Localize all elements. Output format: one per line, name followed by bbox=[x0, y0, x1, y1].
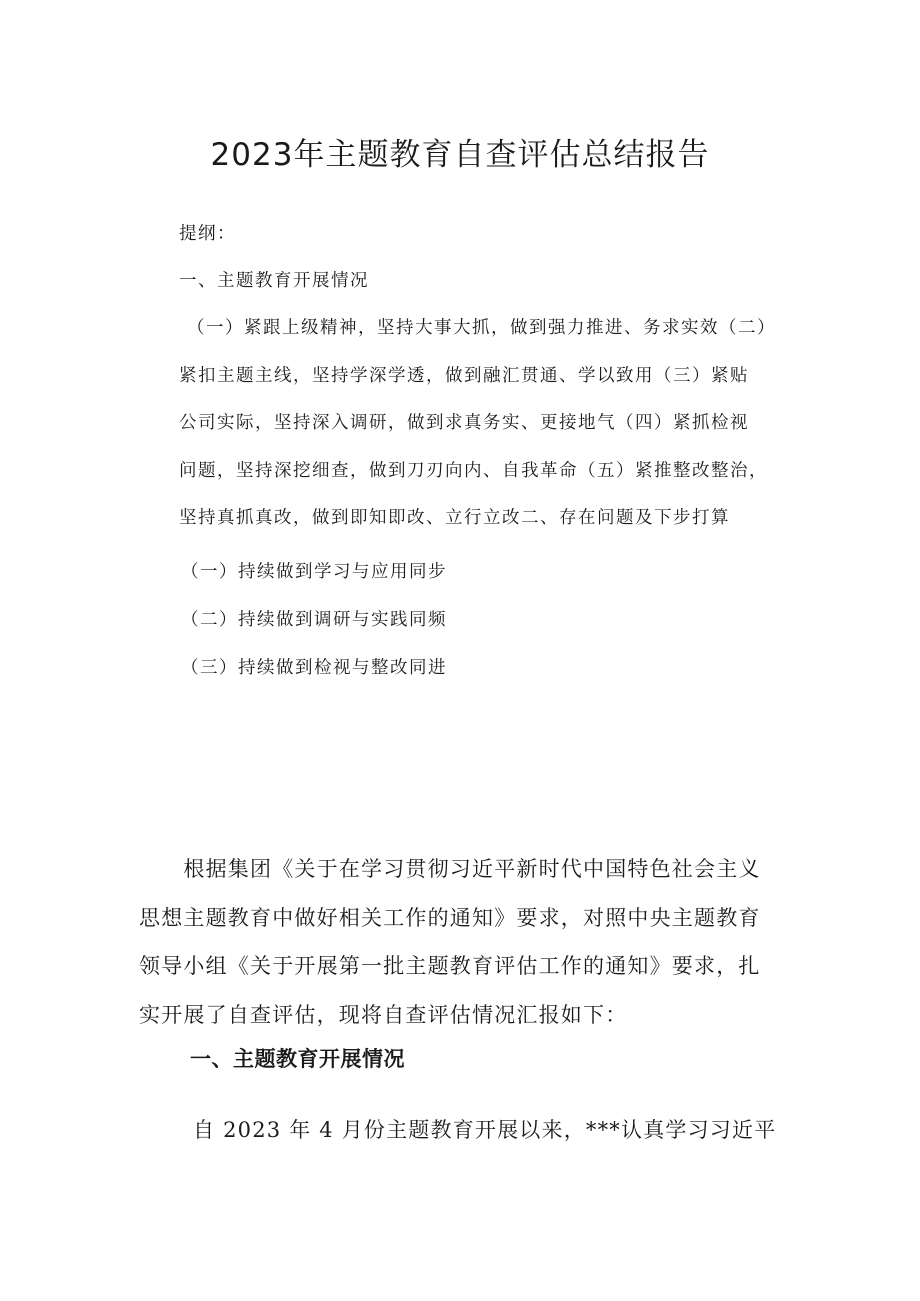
document-title: 2023年主题教育自查评估总结报告 bbox=[210, 137, 710, 173]
outline-line: 公司实际，坚持深入调研，做到求真务实、更接地气（四）紧抓检视 bbox=[179, 413, 749, 433]
outline-label: 提纲： bbox=[179, 224, 236, 244]
outline-line: 坚持真抓真改，做到即知即改、立行立改二、存在问题及下步打算 bbox=[179, 508, 730, 528]
intro-line: 实开展了自查评估，现将自查评估情况汇报如下： bbox=[139, 1002, 628, 1027]
outline-line: 紧扣主题主线，坚持学深学透，做到融汇贯通、学以致用（三）紧贴 bbox=[179, 365, 749, 386]
intro-line: 领导小组《关于开展第一批主题教育评估工作的通知》要求，扎 bbox=[139, 954, 761, 978]
outline-subitem-1: （一）持续做到学习与应用同步 bbox=[181, 562, 447, 582]
intro-line: 思想主题教育中做好相关工作的通知》要求，对照中央主题教育 bbox=[139, 905, 761, 930]
section-heading: 一、主题教育开展情况 bbox=[190, 1047, 405, 1071]
section-paragraph bbox=[193, 1106, 843, 1155]
outline-paragraph bbox=[179, 305, 804, 543]
intro-paragraph bbox=[139, 845, 789, 1039]
outline-heading: 一、主题教育开展情况 bbox=[179, 271, 369, 291]
section-paragraph-line: 自 2023 年 4 月份主题教育开展以来，***认真学习习近平 bbox=[193, 1118, 777, 1142]
outline-subitem-2: （二）持续做到调研与实践同频 bbox=[181, 610, 447, 630]
outline-line: 问题，坚持深挖细查，做到刀刃向内、自我革命（五）紧推整改整治， bbox=[179, 460, 768, 481]
outline-subitem-3: （三）持续做到检视与整改同进 bbox=[181, 658, 447, 678]
outline-line: （一）紧跟上级精神，坚持大事大抓，做到强力推进、务求实效（二） bbox=[187, 318, 776, 338]
intro-line: 根据集团《关于在学习贯彻习近平新时代中国特色社会主义 bbox=[139, 857, 761, 881]
